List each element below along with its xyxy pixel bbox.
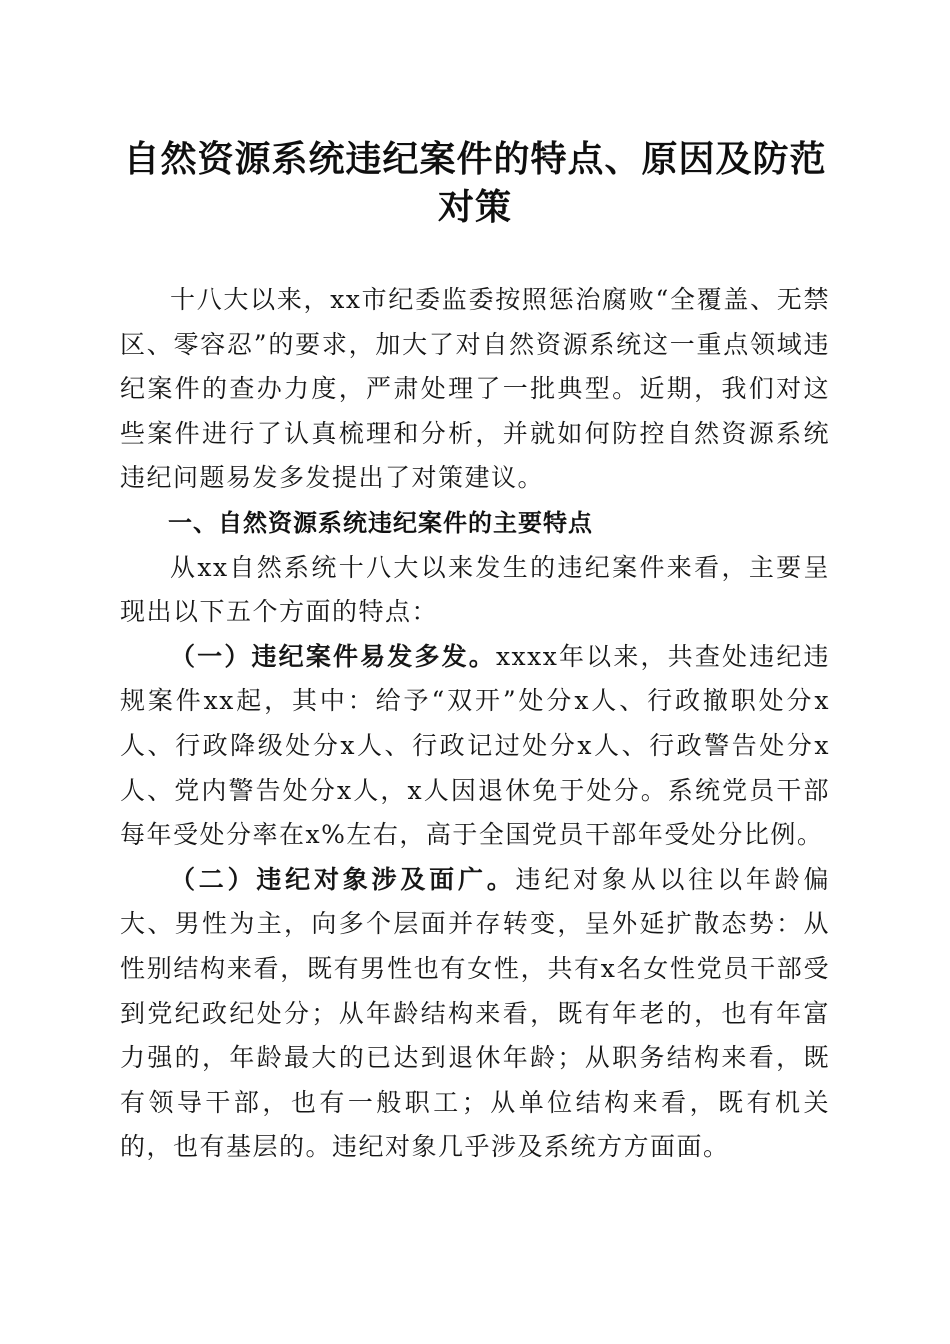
section-intro-paragraph: 从xx自然系统十八大以来发生的违纪案件来看，主要呈现出以下五个方面的特点： [120, 552, 830, 627]
point-1-paragraph [120, 635, 830, 858]
point-2-paragraph [120, 858, 830, 1170]
section-heading: 一、自然资源系统违纪案件的主要特点 [168, 508, 593, 537]
point-1-lead: （一）违纪案件易发多发。 [170, 641, 496, 671]
point-1-body: xxxx年以来，共查处违纪违规案件xx起，其中：给予“双开”处分x人、行政撤职处分x人、行政降级处分x人、行政记过处分x人、行政警告处分x人、党内警告处分x人，x人因退休免于处分。系统党员干部每年受处分率在x%左右，高于全国党员干部年受处分比例。 [120, 641, 830, 850]
point-2-lead: （二）违纪对象涉及面广。 [170, 864, 516, 894]
point-2-body: 违纪对象从以往以年龄偏大、男性为主，向多个层面并存转变，呈外延扩散态势：从性别结构来看，既有男性也有女性，共有x名女性党员干部受到党纪政纪处分；从年龄结构来看，既有年老的，也有年富力强的，年龄最大的已达到退休年龄；从职务结构来看，既有领导干部，也有一般职工；从单位结构来看，既有机关的，也有基层的。违纪对象几乎涉及系统方方面面。 [120, 864, 830, 1162]
intro-paragraph: 十八大以来，xx市纪委监委按照惩治腐败“全覆盖、无禁区、零容忍”的要求，加大了对自然资源系统这一重点领域违纪案件的查办力度，严肃处理了一批典型。近期，我们对这些案件进行了认真梳理和分析，并就如何防控自然资源系统违纪问题易发多发提出了对策建议。 [120, 285, 830, 493]
document-body [120, 278, 830, 1170]
document-title: 自然资源系统违纪案件的特点、原因及防范对策 [123, 138, 827, 228]
